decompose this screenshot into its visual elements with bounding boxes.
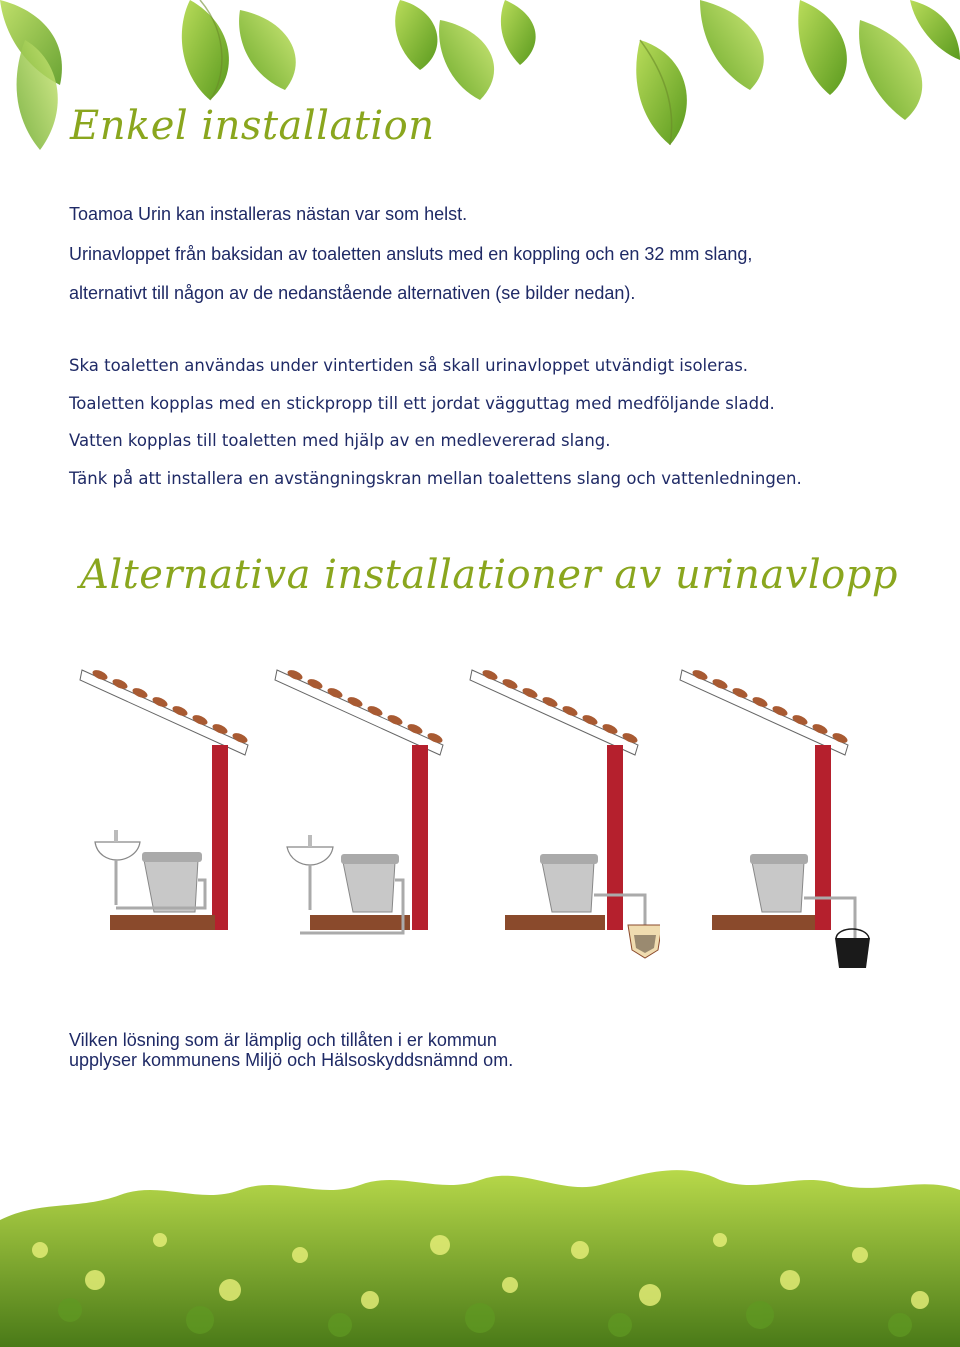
bucket-icon xyxy=(835,929,870,968)
toilet-icon xyxy=(142,852,202,912)
wall-icon xyxy=(815,745,831,930)
instruction-line: Toaletten kopplas med en stickpropp till ett jordat vägguttag med medföljande sladd. xyxy=(69,394,775,413)
instruction-line: Ska toaletten användas under vintertiden så skall urinavloppet utvändigt isoleras. xyxy=(69,356,749,375)
floor-icon xyxy=(310,915,410,930)
toilet-icon xyxy=(750,854,808,912)
grass-decoration xyxy=(0,1140,960,1347)
toilet-icon xyxy=(540,854,598,912)
alternatives-title: Alternativa installationer av urinavlopp xyxy=(80,552,898,598)
outhouse-sink-pipe-diagram xyxy=(70,650,270,980)
wall-icon xyxy=(212,745,228,930)
sink-icon xyxy=(95,830,140,905)
roof-icon xyxy=(680,668,849,755)
floor-icon xyxy=(712,915,815,930)
intro-line: Toamoa Urin kan installeras nästan var som helst. xyxy=(69,204,468,224)
page-title: Enkel installation xyxy=(70,103,435,149)
instruction-line: Vatten kopplas till toaletten med hjälp av en medlevererad slang. xyxy=(69,431,611,450)
intro-line: alternativt till någon av de nedanstående alternativen (se bilder nedan). xyxy=(69,283,636,303)
footer-line: Vilken lösning som är lämplig och tillåten i er kommun xyxy=(69,1030,497,1050)
sink-icon xyxy=(287,835,333,910)
toilet-icon xyxy=(341,854,399,912)
roof-icon xyxy=(470,668,639,755)
roof-icon xyxy=(80,668,249,755)
outhouse-sink-underfloor-pipe-diagram xyxy=(265,650,465,980)
outhouse-ground-infiltration-diagram xyxy=(460,650,660,980)
floor-icon xyxy=(110,915,215,930)
footer-line: upplyser kommunens Miljö och Hälsoskyddsnämnd om. xyxy=(69,1050,514,1070)
floor-icon xyxy=(505,915,605,930)
wall-icon xyxy=(412,745,428,930)
wall-icon xyxy=(607,745,623,930)
infiltration-pit-icon xyxy=(628,925,660,958)
instruction-line: Tänk på att installera en avstängningskran mellan toalettens slang och vattenledningen. xyxy=(69,469,802,488)
intro-line: Urinavloppet från baksidan av toaletten ansluts med en koppling och en 32 mm slang, xyxy=(69,244,753,264)
roof-icon xyxy=(275,668,444,755)
outhouse-bucket-collection-diagram xyxy=(670,650,870,980)
